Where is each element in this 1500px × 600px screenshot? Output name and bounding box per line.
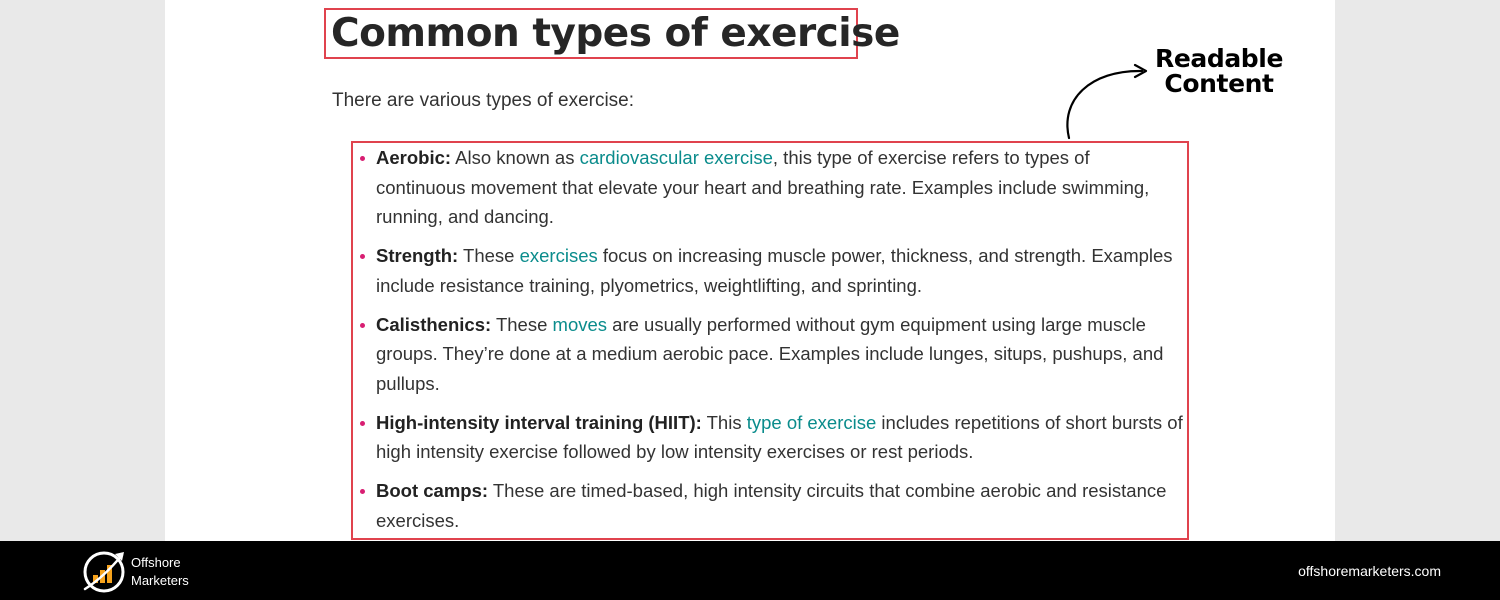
item-text: includes repetitions of short bursts of high intensity exercise followed by low intensity exercises or rest periods. [376,411,1183,462]
list-item-calisthenics [376,310,1184,399]
bullet-icon [360,421,365,426]
annotation-line-1: Readable [1154,44,1284,73]
item-term: Strength: [376,245,459,266]
item-text: , this type of exercise refers to types of continuous movement that elevate your heart and breathing rate. Examples include swimming, running, and dancing. [376,147,1150,227]
list-item-boot-camps [376,476,1184,535]
website-url[interactable]: offshoremarketers.com [1298,563,1441,579]
exercise-list [376,143,1184,545]
brand-name [131,554,189,589]
moves-link[interactable]: moves [552,313,608,335]
item-term: Boot camps: [376,480,489,501]
offshore-marketers-logo-icon [82,549,128,593]
curved-arrow-icon [1060,60,1160,145]
bullet-icon [360,323,365,328]
bullet-icon [360,254,365,259]
list-item-strength [376,241,1184,300]
brand-line-1: Offshore [131,555,181,570]
item-term: High-intensity interval training (HIIT): [376,411,702,433]
brand-line-2: Marketers [131,572,189,588]
item-text: Also known as [451,147,580,168]
type-of-exercise-link[interactable]: type of exercise [746,411,877,433]
article-intro: There are various types of exercise: [332,90,635,111]
annotation-line-2: Content [1164,69,1274,98]
bullet-icon [360,489,365,494]
readable-content-annotation [1148,46,1290,96]
article-title: Common types of exercise [331,11,900,56]
item-text: are usually performed without gym equipment using large muscle groups. They’re done at a medium aerobic pace. Examples include lunges, situps, pushups, and pullups. [376,313,1164,394]
exercises-link[interactable]: exercises [519,245,598,266]
item-term: Aerobic: [376,147,452,168]
item-text: This [701,411,747,433]
list-item-hiit [376,408,1184,467]
bullet-icon [360,156,365,161]
footer-bar [0,541,1500,600]
item-text: These [491,313,553,335]
item-text: These are timed-based, high intensity circuits that combine aerobic and resistance exercises. [376,480,1167,531]
item-text: focus on increasing muscle power, thickness, and strength. Examples include resistance training, plyometrics, weightlifting, and sprinting. [376,245,1173,296]
item-text: These [458,245,520,266]
cardiovascular-exercise-link[interactable]: cardiovascular exercise [579,147,773,168]
list-item-aerobic [376,143,1184,232]
item-term: Calisthenics: [376,313,492,335]
